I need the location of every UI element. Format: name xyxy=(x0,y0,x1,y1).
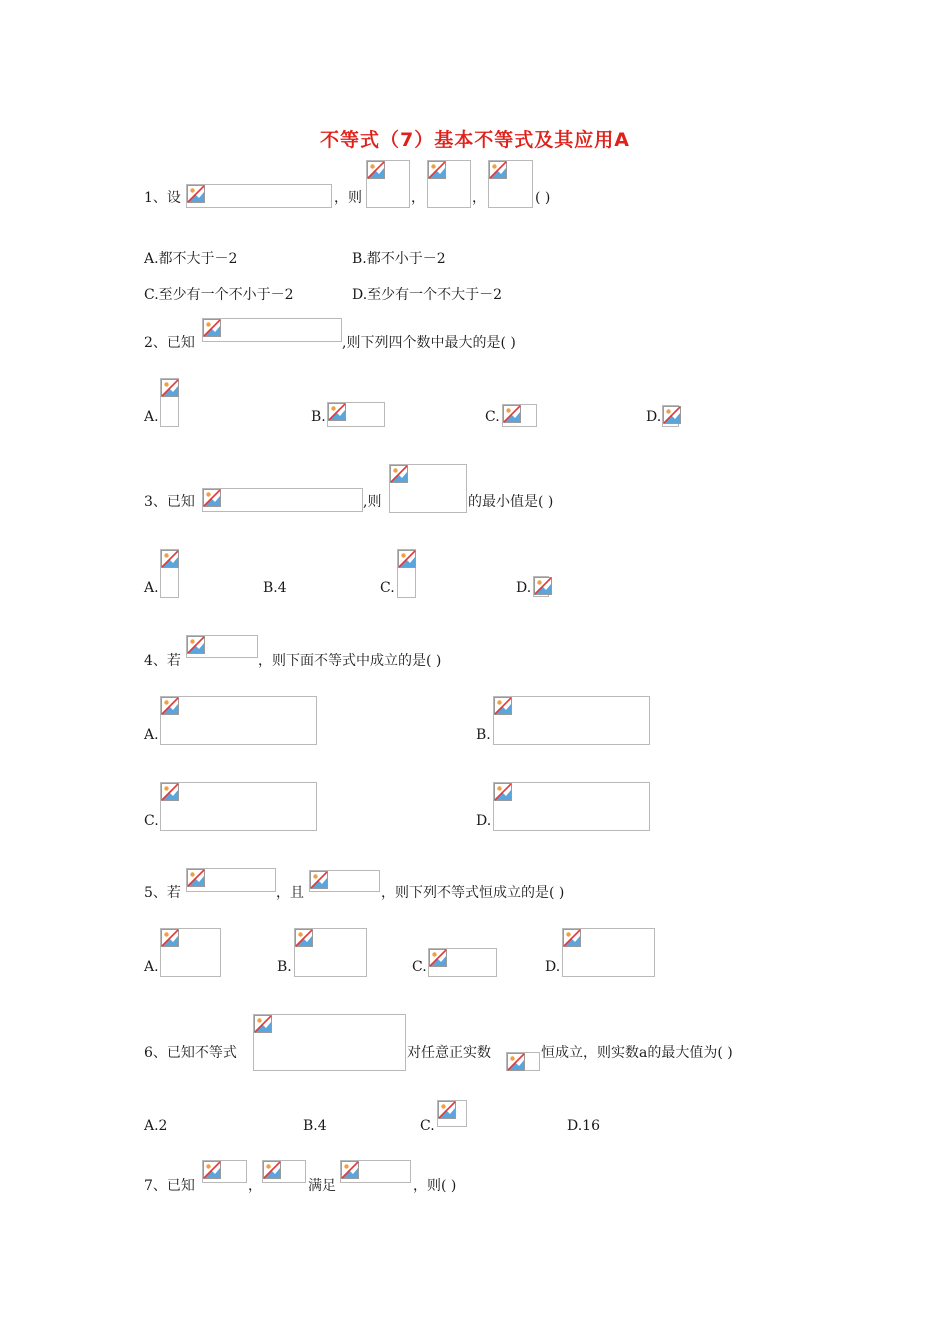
broken-image-icon xyxy=(503,405,521,423)
q2-option-a: A. xyxy=(144,409,159,425)
q1-text-then: ，则 xyxy=(334,190,362,206)
broken-image-icon xyxy=(438,1101,456,1119)
q1-formula-image xyxy=(488,160,533,208)
q6-text-for-any: 对任意正实数 xyxy=(407,1045,491,1061)
q2-option-a-image xyxy=(160,378,179,427)
q4-option-d: D. xyxy=(476,813,492,829)
broken-image-icon xyxy=(429,949,447,967)
q2-formula-image xyxy=(202,318,342,342)
broken-image-icon xyxy=(398,550,416,568)
broken-image-icon xyxy=(254,1015,272,1033)
broken-image-icon xyxy=(161,379,179,397)
q3-option-d: D. xyxy=(516,580,532,596)
q7-number: 7、已知 xyxy=(144,1178,195,1194)
broken-image-icon xyxy=(310,871,328,889)
q2-stem: ,则下列四个数中最大的是( ) xyxy=(342,335,516,351)
q7-comma: ， xyxy=(248,1178,262,1194)
q3-option-a-image xyxy=(160,549,179,598)
q5-number: 5、若 xyxy=(144,885,181,901)
q7-text-satisfies: 满足 xyxy=(308,1178,336,1194)
q6-number: 6、已知不等式 xyxy=(144,1045,237,1061)
q6-formula-image xyxy=(506,1052,540,1071)
q5-option-c: C. xyxy=(412,959,427,975)
q5-option-a: A. xyxy=(144,959,159,975)
broken-image-icon xyxy=(161,550,179,568)
q5-option-d-image xyxy=(562,928,655,977)
q6-option-d: D.16 xyxy=(567,1118,600,1134)
q5-text-and: ，且 xyxy=(276,885,304,901)
q2-option-c: C. xyxy=(485,409,500,425)
q6-option-c-image xyxy=(437,1100,467,1127)
broken-image-icon xyxy=(295,929,313,947)
q1-comma: ， xyxy=(472,190,486,206)
q1-answer-paren: ( ) xyxy=(535,190,551,206)
broken-image-icon xyxy=(390,465,408,483)
q4-number: 4、若 xyxy=(144,653,181,669)
broken-image-icon xyxy=(187,636,205,654)
q3-option-b: B.4 xyxy=(263,580,287,596)
q6-stem: 恒成立，则实数a的最大值为( ) xyxy=(541,1045,733,1061)
q1-number: 1、设 xyxy=(144,190,181,206)
broken-image-icon xyxy=(263,1161,281,1179)
broken-image-icon xyxy=(341,1161,359,1179)
q7-formula-image xyxy=(202,1160,247,1183)
q3-stem: 的最小值是( ) xyxy=(468,494,554,510)
broken-image-icon xyxy=(161,697,179,715)
q3-text-then: ,则 xyxy=(363,494,382,510)
q2-option-d-image xyxy=(662,405,679,427)
q6-formula-image xyxy=(253,1014,406,1071)
q7-formula-image xyxy=(262,1160,306,1183)
broken-image-icon xyxy=(494,783,512,801)
q3-option-c: C. xyxy=(380,580,395,596)
q5-stem: ，则下列不等式恒成立的是( ) xyxy=(381,885,565,901)
broken-image-icon xyxy=(161,929,179,947)
broken-image-icon xyxy=(428,161,446,179)
q7-stem: ，则( ) xyxy=(413,1178,457,1194)
q5-option-b: B. xyxy=(277,959,292,975)
q3-option-c-image xyxy=(397,549,416,598)
q3-formula-image xyxy=(202,488,363,512)
q4-option-b-image xyxy=(493,696,650,745)
page-title: 不等式（7）基本不等式及其应用A xyxy=(320,129,630,151)
q4-option-a: A. xyxy=(144,727,159,743)
q3-option-d-image xyxy=(533,576,549,597)
broken-image-icon xyxy=(663,406,681,424)
broken-image-icon xyxy=(489,161,507,179)
q4-option-a-image xyxy=(160,696,317,745)
broken-image-icon xyxy=(494,697,512,715)
broken-image-icon xyxy=(203,1161,221,1179)
q6-option-b: B.4 xyxy=(303,1118,327,1134)
broken-image-icon xyxy=(507,1053,525,1071)
q2-option-b-image xyxy=(327,402,385,427)
q2-option-b: B. xyxy=(311,409,326,425)
q4-formula-image xyxy=(186,635,258,658)
q5-option-a-image xyxy=(160,928,221,977)
broken-image-icon xyxy=(203,489,221,507)
q1-formula-image xyxy=(366,160,410,208)
broken-image-icon xyxy=(203,319,221,337)
q1-option-b: B.都不小于－2 xyxy=(352,251,446,267)
q5-formula-image xyxy=(309,870,380,892)
q1-formula-image xyxy=(186,184,332,208)
q6-option-a: A.2 xyxy=(144,1118,168,1134)
q2-option-c-image xyxy=(502,404,537,427)
q6-option-c: C. xyxy=(420,1118,435,1134)
broken-image-icon xyxy=(187,869,205,887)
q1-formula-image xyxy=(427,160,471,208)
q3-option-a: A. xyxy=(144,580,159,596)
q1-option-c: C.至少有一个不小于－2 xyxy=(144,287,294,303)
q3-number: 3、已知 xyxy=(144,494,195,510)
q5-formula-image xyxy=(186,868,276,892)
q1-option-d: D.至少有一个不大于－2 xyxy=(352,287,503,303)
broken-image-icon xyxy=(328,403,346,421)
broken-image-icon xyxy=(534,577,552,595)
broken-image-icon xyxy=(187,185,205,203)
q1-option-a: A.都不大于－2 xyxy=(144,251,238,267)
q7-formula-image xyxy=(340,1160,411,1183)
q5-option-d: D. xyxy=(545,959,561,975)
q1-comma: ， xyxy=(411,190,425,206)
q4-option-b: B. xyxy=(476,727,491,743)
q5-option-c-image xyxy=(428,948,497,977)
q2-option-d: D. xyxy=(646,409,662,425)
q4-option-c-image xyxy=(160,782,317,831)
q5-option-b-image xyxy=(294,928,367,977)
q2-number: 2、已知 xyxy=(144,335,195,351)
broken-image-icon xyxy=(563,929,581,947)
q3-formula-image xyxy=(389,464,467,513)
broken-image-icon xyxy=(367,161,385,179)
broken-image-icon xyxy=(161,783,179,801)
q4-option-c: C. xyxy=(144,813,159,829)
q4-stem: ，则下面不等式中成立的是( ) xyxy=(258,653,442,669)
q4-option-d-image xyxy=(493,782,650,831)
